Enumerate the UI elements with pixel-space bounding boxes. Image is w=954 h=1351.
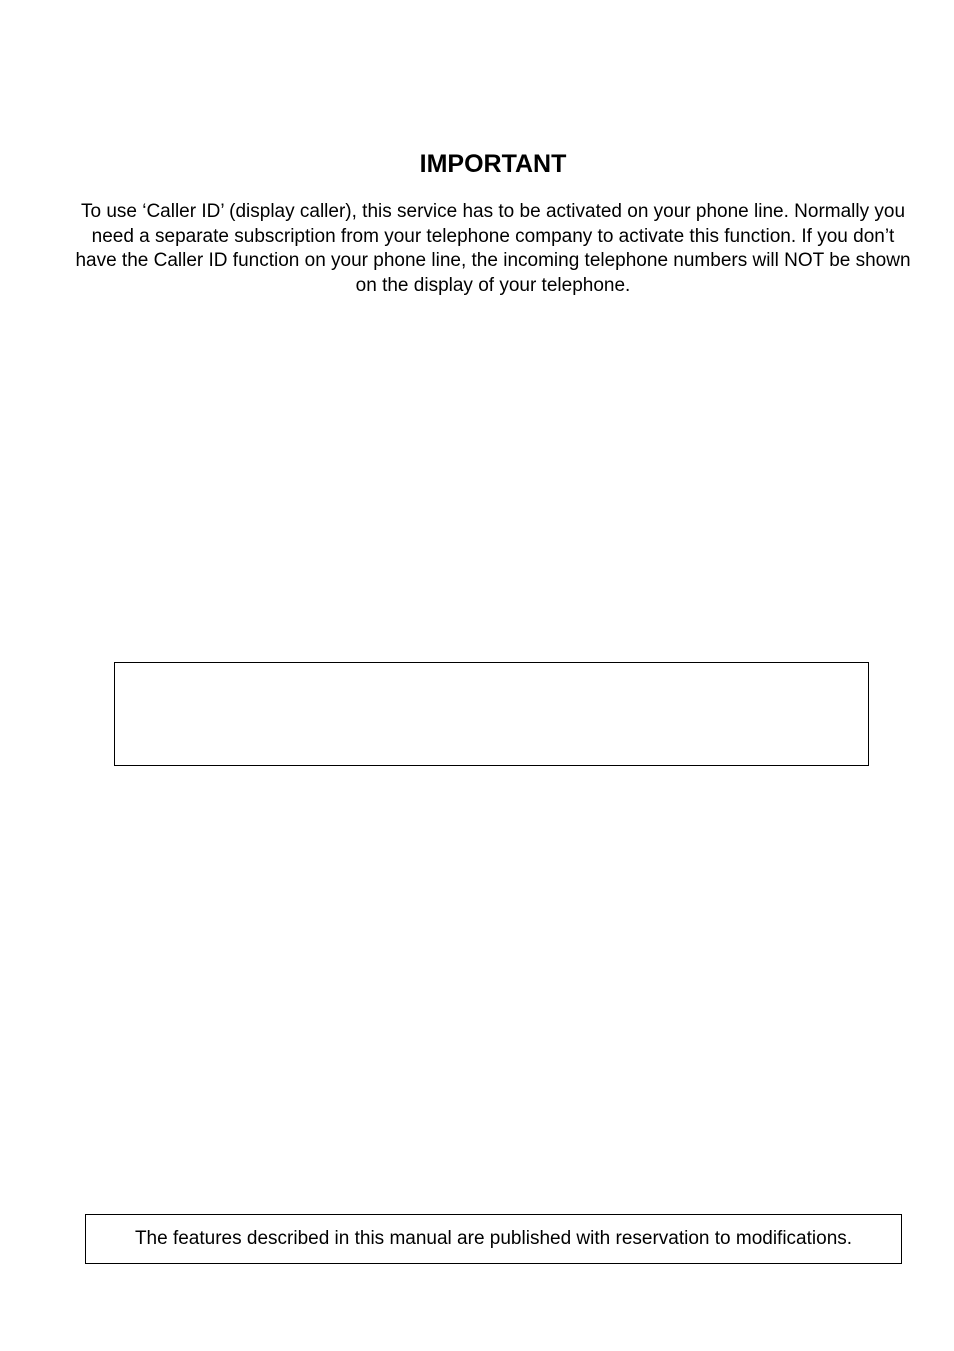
blank-frame xyxy=(114,662,869,766)
heading-container xyxy=(0,148,954,180)
caller-id-notice: To use ‘Caller ID’ (display caller), this service has to be activated on your phone line. Normally you need a separate subscription from your telephone company to activate this function. If you don’t have the Caller ID function on your phone line, the incoming telephone numbers will NOT be shown on the display of your telephone. xyxy=(75,201,911,296)
modification-notice-text: The features described in this manual are published with reservation to modifications. xyxy=(134,1228,853,1249)
modification-notice-box xyxy=(85,1214,902,1264)
page-title: IMPORTANT xyxy=(419,150,567,178)
